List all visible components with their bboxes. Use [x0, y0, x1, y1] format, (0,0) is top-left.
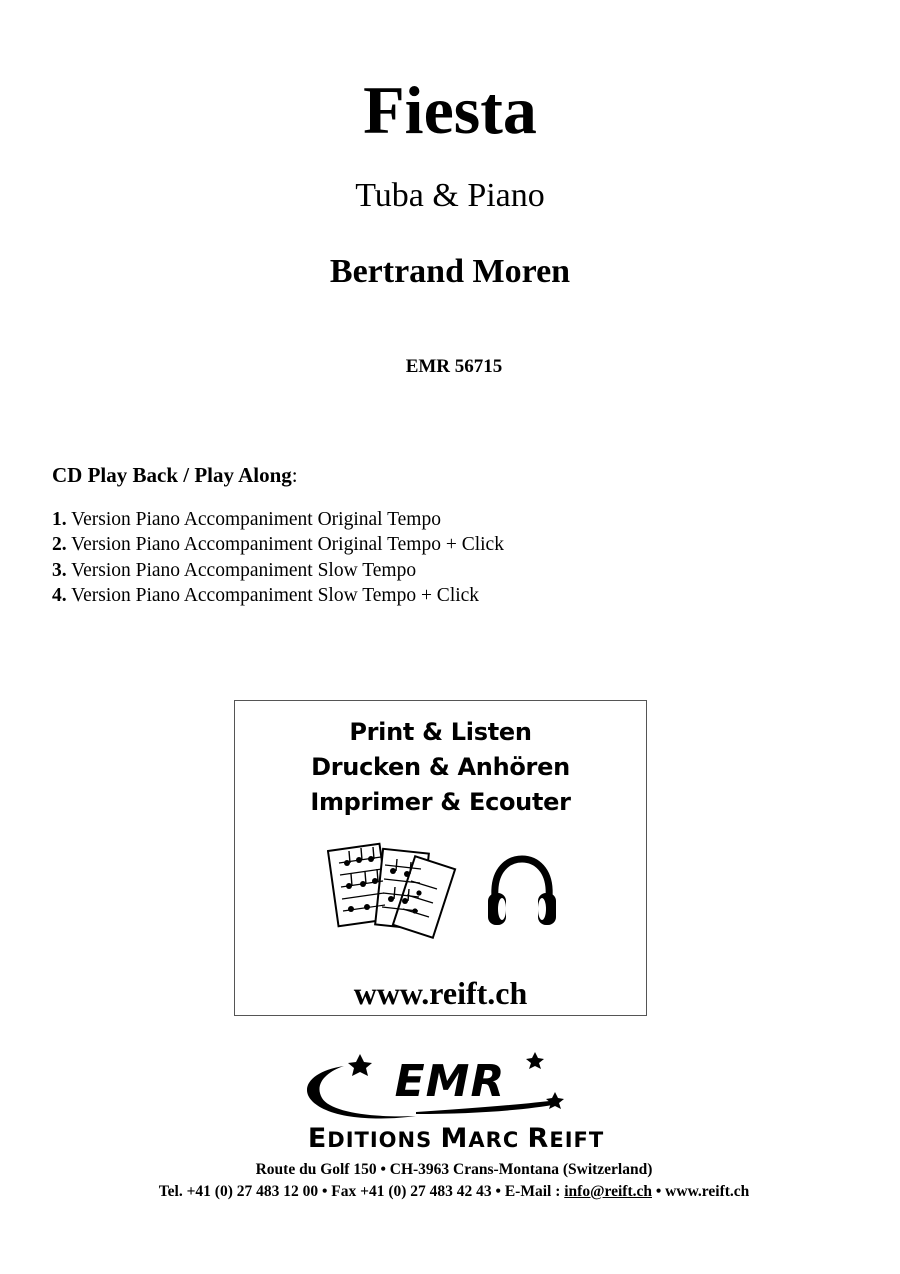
track-label: Version Piano Accompaniment Original Tempo	[71, 509, 441, 530]
publisher-name-part: R	[527, 1123, 550, 1154]
track-list	[52, 507, 504, 608]
contact-phone-fax: Tel. +41 (0) 27 483 12 00 • Fax +41 (0) 27 483 42 43 • E-Mail :	[158, 1183, 565, 1200]
promo-line-german: Drucken & Anhören	[311, 753, 570, 781]
catalog-number: EMR 56715	[405, 356, 503, 377]
instrumentation: Tuba & Piano	[355, 177, 545, 214]
cd-heading-text: CD Play Back / Play Along	[52, 463, 292, 487]
headphones-icon	[485, 855, 559, 931]
promo-url: www.reift.ch	[353, 975, 528, 1011]
emr-logo	[296, 1052, 586, 1132]
publisher-name-part: DITIONS	[327, 1128, 441, 1152]
publisher-contact	[0, 1181, 900, 1203]
promo-lines	[235, 715, 646, 820]
track-item	[52, 583, 504, 608]
contact-website: • www.reift.ch	[652, 1183, 750, 1200]
promo-line-french: Imprimer & Ecouter	[310, 788, 571, 816]
track-number: 1.	[52, 509, 67, 530]
email-link[interactable]: info@reift.ch	[564, 1183, 652, 1200]
cd-heading	[52, 462, 298, 488]
publisher-name-part: EIFT	[549, 1128, 605, 1152]
track-item	[52, 507, 504, 532]
track-number: 2.	[52, 534, 67, 556]
print-listen-box	[234, 700, 647, 1016]
promo-line-english: Print & Listen	[349, 718, 532, 746]
track-item	[52, 532, 504, 557]
track-item	[52, 558, 504, 583]
cd-heading-colon: :	[291, 463, 298, 487]
track-label: Version Piano Accompaniment Slow Tempo + Click	[71, 584, 480, 606]
sheet-music-icon	[327, 841, 457, 941]
publisher-address: Route du Golf 150 • CH-3963 Crans-Montana (Switzerland)	[255, 1161, 653, 1178]
track-number: 3.	[52, 559, 67, 581]
publisher-name-part: E	[307, 1123, 328, 1154]
logo-text: EMR	[394, 1056, 506, 1107]
track-label: Version Piano Accompaniment Original Tempo + Click	[71, 534, 504, 556]
track-number: 4.	[52, 584, 67, 606]
publisher-name-part: M	[440, 1123, 469, 1154]
publisher-name-part: ARC	[468, 1128, 528, 1152]
publisher-name	[236, 1124, 676, 1155]
composer-name: Bertrand Moren	[329, 253, 571, 290]
piece-title: Fiesta	[363, 72, 537, 148]
track-label: Version Piano Accompaniment Slow Tempo	[71, 559, 417, 581]
